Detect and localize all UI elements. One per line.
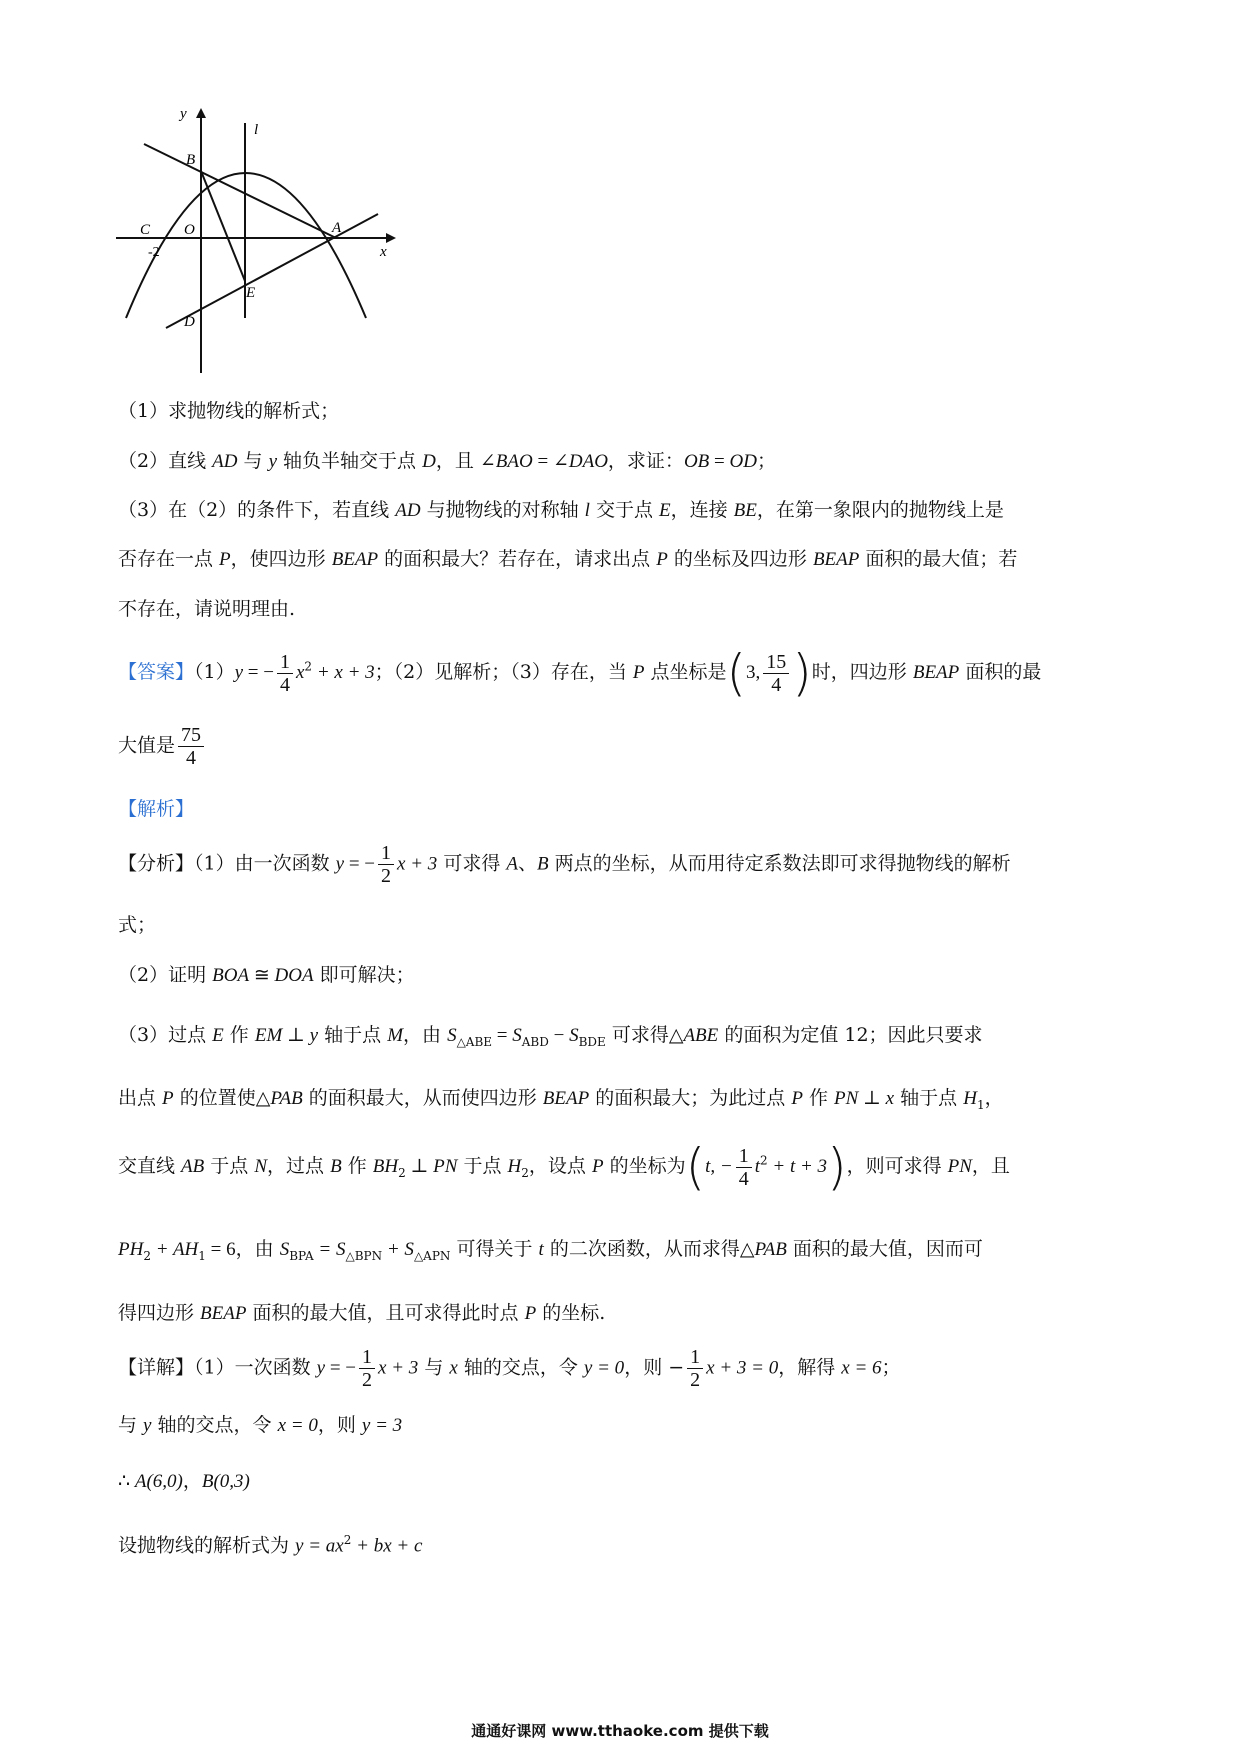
text: 的面积为定值 12；因此只要求 bbox=[718, 1024, 983, 1046]
math: = − bbox=[325, 1357, 357, 1379]
math: P bbox=[524, 1303, 537, 1324]
text: ，由 bbox=[235, 1238, 280, 1260]
analysis-part-2 bbox=[118, 962, 415, 990]
text: 出点 bbox=[118, 1087, 163, 1109]
fraction: $\frac{15}{4}$ bbox=[763, 651, 789, 696]
math: = S bbox=[313, 1239, 346, 1260]
paren-left: ( bbox=[726, 644, 747, 702]
math: y = ax bbox=[295, 1535, 344, 1557]
text: ，则 bbox=[317, 1414, 362, 1436]
math: x bbox=[885, 1088, 895, 1109]
math: BOA bbox=[212, 965, 250, 986]
math: y bbox=[143, 1415, 152, 1436]
math: x = 6 bbox=[841, 1357, 882, 1379]
text: 面积的最大值，且可求得此时点 bbox=[246, 1302, 525, 1324]
math: + bx + c bbox=[351, 1535, 423, 1557]
text: ； bbox=[881, 1356, 901, 1379]
text: 作 bbox=[341, 1155, 373, 1177]
math: x + 3 = 0 bbox=[706, 1357, 779, 1379]
math: t bbox=[538, 1239, 544, 1260]
math: P bbox=[791, 1088, 803, 1109]
math: BEAP bbox=[912, 662, 960, 683]
paren-right: ) bbox=[827, 1138, 847, 1196]
paren-left: ( bbox=[685, 1138, 706, 1196]
math: ∠BAO bbox=[479, 451, 533, 472]
text: 交于点 bbox=[589, 499, 660, 521]
math: AD bbox=[212, 451, 238, 472]
math: P bbox=[219, 549, 231, 570]
x-axis-arrow bbox=[386, 233, 396, 243]
math: BEAP bbox=[812, 549, 860, 570]
math: y bbox=[268, 451, 277, 472]
text: 的面积最大，从而使四边形 bbox=[302, 1087, 543, 1109]
math: M bbox=[387, 1025, 404, 1046]
text: （1） bbox=[194, 661, 235, 683]
subscript: 1 bbox=[976, 1097, 985, 1112]
label-b: B bbox=[186, 152, 196, 168]
detail-line-3 bbox=[118, 1468, 250, 1496]
text: 作 bbox=[802, 1087, 835, 1109]
text: ，连接 bbox=[670, 499, 734, 521]
math: BEAP bbox=[200, 1303, 247, 1324]
text: 【分析】 bbox=[118, 852, 195, 875]
analysis-part-3-line-4 bbox=[118, 1236, 983, 1265]
math: AB bbox=[181, 1156, 205, 1177]
math: = − bbox=[344, 853, 376, 875]
math: A bbox=[506, 853, 518, 875]
text: 得四边形 bbox=[118, 1302, 201, 1324]
text: ，过点 bbox=[267, 1155, 331, 1177]
math: BE bbox=[733, 500, 757, 521]
text: 轴于点 bbox=[894, 1087, 964, 1109]
subscript: 1 bbox=[198, 1248, 206, 1263]
math: t, − bbox=[705, 1156, 733, 1177]
label-neg2: -2 bbox=[148, 245, 160, 260]
math: S bbox=[512, 1025, 522, 1046]
math: = bbox=[492, 1025, 513, 1046]
fraction: $\frac{75}{4}$ bbox=[178, 724, 204, 769]
subscript: BPA bbox=[289, 1248, 314, 1263]
math: N bbox=[254, 1156, 268, 1177]
text: 两点的坐标，从而用待定系数法即可求得抛物线的解析 bbox=[548, 852, 1011, 875]
fraction: $\frac{1}{2}$ bbox=[359, 1346, 375, 1391]
text: ；（2）见解析；（3）存在，当 bbox=[374, 661, 633, 683]
math: S bbox=[447, 1025, 457, 1046]
subscript: 2 bbox=[521, 1165, 529, 1180]
text: ，由 bbox=[403, 1024, 448, 1046]
fraction: $\frac{1}{4}$ bbox=[736, 1145, 752, 1190]
math: B(0,3) bbox=[201, 1471, 250, 1492]
text: ； bbox=[756, 450, 776, 472]
text: ，解得 bbox=[778, 1356, 842, 1379]
math: PAB bbox=[754, 1239, 787, 1260]
text: 与 bbox=[118, 1414, 144, 1436]
math: x bbox=[449, 1357, 458, 1379]
text: 时，四边形 bbox=[811, 661, 913, 683]
question-2 bbox=[118, 448, 776, 476]
text: 面积的最大值；若 bbox=[859, 548, 1018, 570]
math: − bbox=[548, 1025, 570, 1046]
text: 于点 bbox=[457, 1155, 508, 1177]
math: + S bbox=[382, 1239, 414, 1260]
math: P bbox=[162, 1088, 174, 1109]
math: ⊥ bbox=[405, 1156, 434, 1177]
subscript: △APN bbox=[413, 1248, 451, 1263]
superscript: 2 bbox=[304, 659, 313, 674]
text: 与 bbox=[237, 450, 269, 472]
math: DOA bbox=[274, 965, 314, 986]
text: 即可解决； bbox=[313, 964, 415, 986]
analysis-line-2: 式； bbox=[118, 914, 157, 936]
math: ∴ bbox=[118, 1471, 135, 1492]
math: y bbox=[335, 853, 345, 875]
text: （3）过点 bbox=[118, 1024, 213, 1046]
math: l bbox=[584, 500, 590, 521]
label-c: C bbox=[140, 222, 151, 238]
math: A(6,0) bbox=[134, 1471, 183, 1492]
answer-line-1 bbox=[118, 644, 1042, 702]
math: B bbox=[330, 1156, 342, 1177]
math: H bbox=[507, 1156, 522, 1177]
math: = − bbox=[243, 662, 274, 683]
subscript: ABD bbox=[521, 1034, 549, 1049]
subscript: BDE bbox=[578, 1034, 606, 1049]
label-l: l bbox=[254, 122, 259, 138]
analysis-part-3-line-3 bbox=[118, 1138, 1010, 1196]
math: P bbox=[656, 549, 668, 570]
subscript: 2 bbox=[143, 1248, 151, 1263]
analysis-part-3-line-2 bbox=[118, 1085, 1004, 1114]
line-be bbox=[201, 171, 245, 281]
math: + t + 3 bbox=[767, 1156, 828, 1177]
math: + x + 3 bbox=[312, 662, 375, 683]
math: PN bbox=[834, 1088, 859, 1109]
text: 的坐标. bbox=[536, 1302, 606, 1324]
analysis-part-3-line-5 bbox=[118, 1300, 605, 1328]
math: S bbox=[569, 1025, 579, 1046]
math: B bbox=[537, 853, 549, 875]
subscript: △ABE bbox=[456, 1034, 493, 1049]
question-3-line-3: 不存在，请说明理由. bbox=[118, 598, 296, 620]
math: PH bbox=[118, 1239, 144, 1260]
math: EM bbox=[254, 1025, 283, 1046]
text: （3）在（2）的条件下，若直线 bbox=[118, 499, 396, 521]
y-axis-arrow bbox=[196, 108, 206, 118]
text: ，则 − bbox=[624, 1356, 685, 1379]
label-a: A bbox=[332, 220, 342, 236]
text: 的面积最大；为此过点 bbox=[589, 1087, 792, 1109]
text: 可求得△ bbox=[605, 1024, 684, 1046]
fraction: $\frac{1}{2}$ bbox=[687, 1346, 703, 1391]
analysis-part-3-line-1 bbox=[118, 1022, 983, 1051]
math: y bbox=[234, 662, 244, 683]
math: ⊥ bbox=[282, 1025, 310, 1046]
math: = bbox=[709, 451, 730, 472]
math: AD bbox=[395, 500, 421, 521]
math: x + 3 bbox=[378, 1357, 419, 1379]
math: P bbox=[591, 1156, 604, 1177]
label-o: O bbox=[184, 222, 195, 238]
math: y = 3 bbox=[361, 1415, 403, 1436]
text: 与 bbox=[418, 1356, 450, 1379]
text: （2）证明 bbox=[118, 964, 213, 986]
text: 交直线 bbox=[118, 1155, 182, 1177]
math: BH bbox=[372, 1156, 399, 1177]
text: 轴的交点，令 bbox=[457, 1356, 584, 1379]
page-footer: 通通好课网 www.tthaoke.com 提供下载 bbox=[471, 1722, 769, 1740]
text: 轴于点 bbox=[318, 1024, 388, 1046]
math: BEAP bbox=[331, 549, 379, 570]
text: 可得关于 bbox=[450, 1238, 539, 1260]
analysis-tag: 【解析】 bbox=[118, 798, 195, 820]
math: x = 0 bbox=[277, 1415, 318, 1436]
text: 可求得 bbox=[437, 852, 507, 875]
math: ≅ bbox=[249, 965, 275, 986]
math: OD bbox=[729, 451, 757, 472]
text: 面积的最 bbox=[959, 661, 1042, 683]
math: BEAP bbox=[542, 1088, 590, 1109]
math: = bbox=[532, 451, 553, 472]
text: 的坐标为 bbox=[603, 1155, 686, 1177]
superscript: 2 bbox=[760, 1153, 768, 1168]
text: （2）直线 bbox=[118, 450, 213, 472]
text: 轴的交点，令 bbox=[151, 1414, 278, 1436]
question-1: （1）求抛物线的解析式； bbox=[118, 400, 340, 422]
math: + AH bbox=[150, 1239, 199, 1260]
math: E bbox=[212, 1025, 224, 1046]
line-ba bbox=[144, 144, 336, 238]
text: 大值是 bbox=[118, 734, 176, 757]
text: ，则可求得 bbox=[846, 1155, 948, 1177]
question-3-line-1 bbox=[118, 497, 1004, 525]
math: y bbox=[309, 1025, 319, 1046]
math: x + 3 bbox=[397, 853, 438, 875]
detail-line-2 bbox=[118, 1412, 402, 1440]
math: PN bbox=[433, 1156, 458, 1177]
text: 面积的最大值，因而可 bbox=[786, 1238, 983, 1260]
math: PAB bbox=[270, 1088, 303, 1109]
text: 作 bbox=[223, 1024, 255, 1046]
math: y bbox=[316, 1357, 326, 1379]
detail-line-4 bbox=[118, 1532, 422, 1560]
text: 轴负半轴交于点 bbox=[277, 450, 423, 472]
label-y: y bbox=[180, 108, 187, 122]
text: 的二次函数，从而求得△ bbox=[543, 1238, 755, 1260]
text: ， bbox=[984, 1087, 1004, 1109]
parabola-figure bbox=[116, 108, 446, 373]
text: 与抛物线的对称轴 bbox=[420, 499, 585, 521]
text: （1）由一次函数 bbox=[194, 852, 336, 875]
math: S bbox=[279, 1239, 290, 1260]
label-d: D bbox=[184, 314, 195, 330]
line-da bbox=[166, 214, 378, 328]
math: x bbox=[295, 662, 305, 683]
superscript: 2 bbox=[343, 1533, 352, 1547]
text: ，且 bbox=[435, 450, 480, 472]
text: ，在第一象限内的抛物线上是 bbox=[756, 499, 1004, 521]
text: ，使四边形 bbox=[230, 548, 332, 570]
question-3-line-2 bbox=[118, 546, 1017, 574]
math: E bbox=[659, 500, 671, 521]
detail-line-1 bbox=[118, 1346, 901, 1391]
answer-line-2 bbox=[118, 724, 207, 769]
text: 【详解】 bbox=[118, 1356, 195, 1379]
math: y = 0 bbox=[583, 1357, 625, 1379]
subscript: 2 bbox=[398, 1165, 406, 1180]
subscript: △BPN bbox=[345, 1248, 383, 1263]
math: t bbox=[754, 1156, 760, 1177]
math: H bbox=[963, 1088, 977, 1109]
fraction: $\frac{1}{2}$ bbox=[378, 842, 394, 887]
label-e: E bbox=[246, 285, 256, 301]
text: 的位置使△ bbox=[173, 1087, 271, 1109]
math: D bbox=[422, 451, 436, 472]
text: ， bbox=[182, 1470, 202, 1492]
math: ∠DAO bbox=[552, 451, 608, 472]
text: 设抛物线的解析式为 bbox=[118, 1534, 296, 1557]
text: 、 bbox=[518, 852, 538, 875]
text: ，且 bbox=[971, 1155, 1010, 1177]
text: 于点 bbox=[204, 1155, 255, 1177]
math: ABE bbox=[683, 1025, 719, 1046]
math: 3, bbox=[746, 662, 761, 683]
fraction: $\frac{1}{4}$ bbox=[277, 651, 293, 696]
label-x: x bbox=[380, 244, 387, 260]
math: = 6 bbox=[205, 1239, 236, 1260]
math: P bbox=[632, 662, 645, 683]
analysis-line-1 bbox=[118, 842, 1011, 887]
text: 的面积最大？若存在，请求出点 bbox=[378, 548, 657, 570]
text: 否存在一点 bbox=[118, 548, 220, 570]
text: ，求证： bbox=[607, 450, 684, 472]
math: OB bbox=[683, 451, 710, 472]
text: （1）一次函数 bbox=[194, 1356, 317, 1379]
math: ⊥ bbox=[858, 1088, 886, 1109]
math: PN bbox=[947, 1156, 972, 1177]
answer-tag: 【答案】 bbox=[118, 661, 195, 683]
text: ，设点 bbox=[528, 1155, 592, 1177]
text: 点坐标是 bbox=[644, 661, 727, 683]
paren-right: ) bbox=[792, 644, 812, 702]
text: 的坐标及四边形 bbox=[667, 548, 813, 570]
